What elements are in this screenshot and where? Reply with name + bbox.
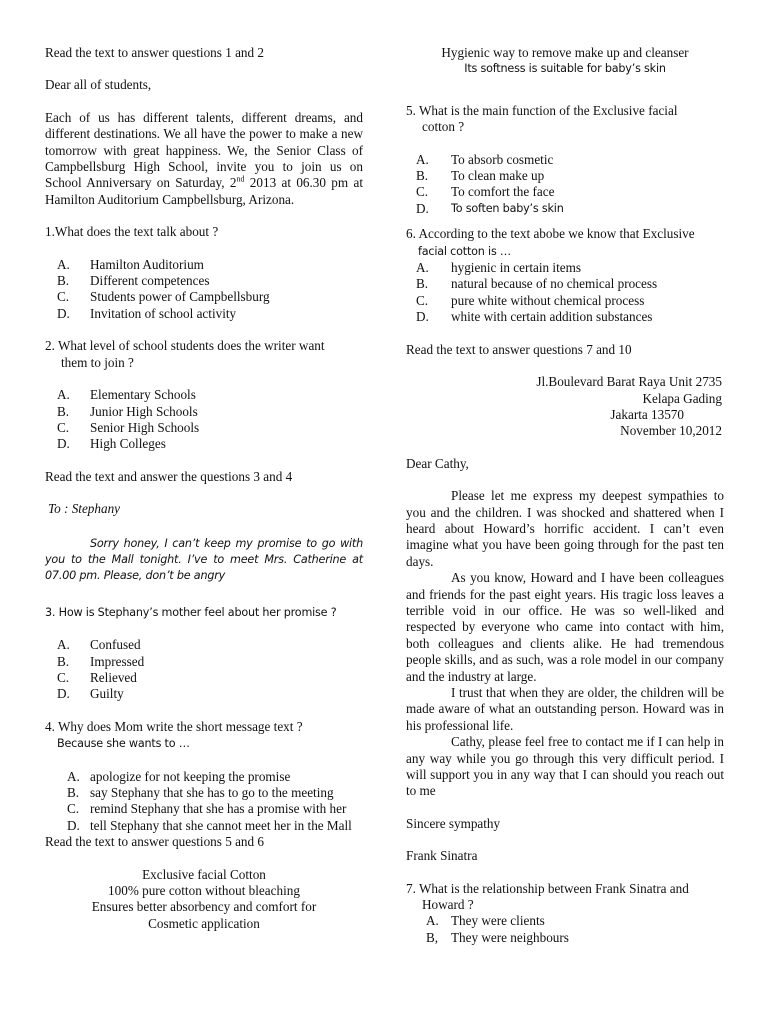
instruction-q5-6: Read the text to answer questions 5 and 6 (45, 834, 265, 850)
question-3: 3. How is Stephany’s mother feel about her promise ? (45, 605, 337, 619)
option: A. apologize for not keeping the promise (67, 768, 291, 784)
ad-line: Ensures better absorbency and comfort for (91, 899, 317, 915)
letter-closing: Sincere sympathy (406, 815, 501, 831)
option: D. Invitation of school activity (57, 305, 237, 321)
address-line: Jakarta 13570 (610, 406, 684, 422)
option: B. Junior High Schools (57, 403, 198, 419)
option: A. Elementary Schools (57, 387, 196, 403)
question-5-options (406, 152, 724, 218)
question-4: 4. Why does Mom write the short message text ? Because she wants to … (45, 718, 303, 751)
question-7-options (406, 913, 724, 946)
option: A. To absorb cosmetic (416, 151, 554, 167)
instruction-q1-2: Read the text to answer questions 1 and 2 (45, 45, 265, 60)
option: D. tell Stephany that she cannot meet her in the Mall (67, 817, 352, 833)
instruction-q7-10: Read the text to answer questions 7 and 10 (406, 341, 632, 357)
question-1-options (45, 257, 363, 323)
letter-salutation: Dear Cathy, (406, 455, 469, 471)
question-3-options (45, 637, 363, 703)
letter-address (406, 374, 724, 440)
letter-date: November 10,2012 (620, 423, 722, 439)
letter-paragraph: I trust that when they are older, the children will be made aware of what an outstanding person. Howard was in his professional life. (406, 685, 724, 733)
option: A. hygienic in certain items (416, 260, 582, 276)
option: C. To comfort the face (416, 184, 555, 200)
question-1: 1.What does the text talk about ? (45, 224, 219, 240)
letter-paragraph: Cathy, please feel free to contact me if I can help in any way while you go through this very difficult period. I will support you in any way that I can should you reach out to me (406, 734, 724, 799)
option: B, They were neighbours (426, 929, 569, 945)
option: C. pure white without chemical process (416, 292, 645, 308)
address-line: Kelapa Gading (642, 390, 722, 406)
question-6-options (406, 260, 724, 326)
option: B. say Stephany that she has to go to the meeting (67, 785, 334, 800)
option: B. Impressed (57, 653, 145, 669)
option: C. remind Stephany that she has a promise with her (67, 801, 347, 817)
ad-line: Hygienic way to remove make up and cleanser (441, 45, 689, 60)
question-2-options (45, 387, 363, 453)
letter-paragraph: As you know, Howard and I have been colleagues and friends for the past eight years. His tragic loss leaves a terrible void in our office. He was so well-liked and respected by everyone who came into contact with him, both colleagues and clients alike. He had tremendous people skills, and as such, was a role model in our company and the industry at large. (406, 570, 724, 684)
salutation: Dear all of students, (45, 77, 152, 93)
letter-body (406, 488, 724, 800)
option: C. Senior High Schools (57, 419, 200, 435)
option: D. Guilty (57, 686, 124, 702)
instruction-q3-4: Read the text and answer the questions 3 and 4 (45, 468, 293, 484)
option: B. Different competences (57, 273, 210, 289)
option: D. High Colleges (57, 436, 166, 452)
advertisement-part2 (406, 45, 724, 78)
ad-line: Exclusive facial Cotton (142, 866, 266, 882)
address-line: Jl.Boulevard Barat Raya Unit 2735 (536, 374, 722, 390)
right-column (406, 45, 724, 946)
advertisement-part1 (45, 867, 363, 933)
question-4-options (45, 769, 363, 835)
question-6: 6. According to the text abobe we know that Exclusive facial cotton is … (406, 226, 695, 258)
question-7: 7. What is the relationship between Frank Sinatra and Howard ? (406, 880, 689, 913)
letter-paragraph: Please let me express my deepest sympathies to you and the children. I was shocked and shattered when I heard about Howard’s horrific accident. I can’t even imagine what you have been going through for the past ten days. (406, 488, 724, 569)
option: A. They were clients (426, 913, 545, 929)
option: A. Hamilton Auditorium (57, 256, 204, 272)
left-column (45, 45, 363, 932)
option: D. To soften baby’s skin (416, 200, 564, 216)
option: B. natural because of no chemical process (416, 276, 658, 292)
question-2: 2. What level of school students does the writer want them to join ? (45, 338, 325, 370)
short-message: Sorry honey, I can’t keep my promise to go with you to the Mall tonight. I’ve to meet Mrs. Catherine at 07.00 pm. Please, don’t be angry (45, 536, 363, 583)
invitation-text: Each of us has different talents, different dreams, and different destinations. We all have the power to make a new tomorrow with great happiness. We, the Senior Class of Campbellsburg High School, invite you to join us on School Anniversary on Saturday, 2nd 2013 at 06.30 pm at Hamilton Auditorium Campbellsburg, Arizona. (45, 109, 363, 207)
option: A. Confused (57, 637, 141, 653)
message-recipient: To : Stephany (48, 501, 121, 517)
option: C. Students power of Campbellsburg (57, 289, 270, 305)
option: D. white with certain addition substances (416, 309, 653, 325)
ad-line: Cosmetic application (148, 915, 260, 931)
ad-line: 100% pure cotton without bleaching (108, 883, 300, 899)
letter-signature: Frank Sinatra (406, 848, 478, 864)
question-5: 5. What is the main function of the Exclusive facial cotton ? (406, 102, 678, 135)
option: B. To clean make up (416, 168, 545, 184)
ad-line: Its softness is suitable for baby’s skin (464, 62, 666, 76)
option: C. Relieved (57, 669, 137, 685)
